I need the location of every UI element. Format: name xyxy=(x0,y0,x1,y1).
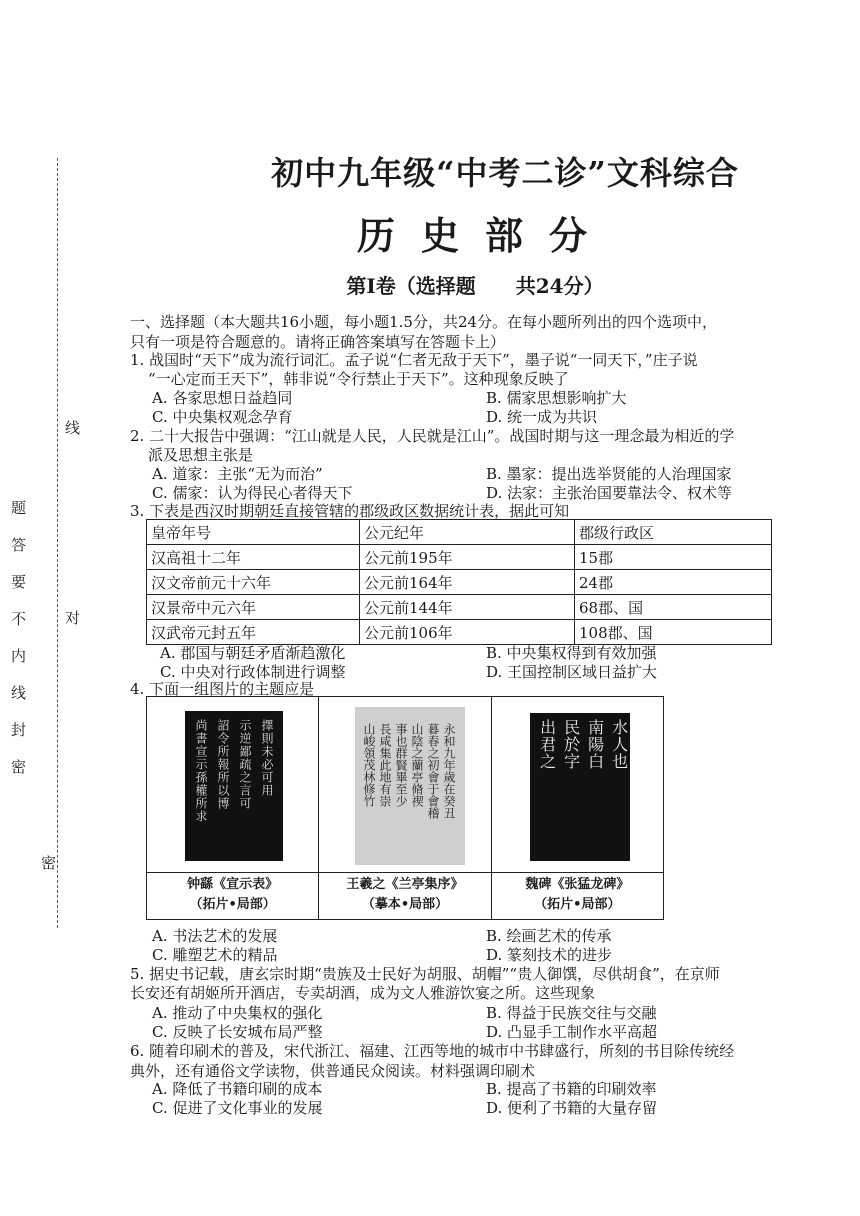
gallery-item-wangxizhi xyxy=(319,697,491,919)
svg-text:長咸集此地有崇: 長咸集此地有崇 xyxy=(378,723,393,807)
svg-text:山陰之蘭亭脩禊: 山陰之蘭亭脩禊 xyxy=(410,723,425,807)
svg-text:山峻領茂林修竹: 山峻領茂林修竹 xyxy=(362,723,377,807)
table-cell: 15郡 xyxy=(575,545,772,570)
gallery-item-zhangmenglong xyxy=(492,697,663,919)
binding-dui-label: 对 xyxy=(63,610,81,647)
q4-option-d[interactable]: D. 篆刻技术的进步 xyxy=(486,946,613,964)
q1-option-d[interactable]: D. 统一成为共识 xyxy=(486,408,598,426)
svg-text:暮春之初會于會稽: 暮春之初會于會稽 xyxy=(426,723,441,819)
q2-stem-2: 派及思想主张是 xyxy=(148,446,254,464)
table-cell: 公元前195年 xyxy=(360,545,575,570)
instructions-line-1: 一、选择题（本大题共16小题，每小题1.5分，共24分。在每小题所列出的四个选项中， xyxy=(130,313,718,331)
subject-title: 历史部分 xyxy=(356,213,613,258)
gallery-caption: 王羲之《兰亭集序》 （摹本•局部） xyxy=(346,877,464,912)
q6-option-d[interactable]: D. 便利了书籍的大量存留 xyxy=(486,1099,658,1117)
q5-option-b[interactable]: B. 得益于民族交往与交融 xyxy=(486,1004,657,1022)
table-cell: 24郡 xyxy=(575,570,772,595)
q3-option-a[interactable]: A. 郡国与朝廷矛盾渐趋激化 xyxy=(160,644,346,662)
q5-option-c[interactable]: C. 反映了长安城布局严整 xyxy=(152,1023,323,1041)
binding-xian-label: 线 xyxy=(63,420,81,457)
calligraphy-gallery xyxy=(146,696,664,920)
q6-option-a[interactable]: A. 降低了书籍印刷的成本 xyxy=(152,1080,323,1098)
q4-option-a[interactable]: A. 书法艺术的发展 xyxy=(152,927,278,945)
table-cell: 公元前106年 xyxy=(360,620,575,645)
q4-stem: 4. 下面一组图片的主题应是 xyxy=(130,680,315,698)
header-cell: 郡级行政区 xyxy=(575,520,772,545)
table-row xyxy=(147,570,772,595)
svg-text:永和九年歲在癸丑: 永和九年歲在癸丑 xyxy=(442,723,457,819)
instructions-line-2: 只有一项是符合题意的。请将正确答案填写在答题卡上） xyxy=(130,333,506,351)
table-header-row xyxy=(147,520,772,545)
q1-option-c[interactable]: C. 中央集权观念孕育 xyxy=(152,408,293,426)
q5-option-a[interactable]: A. 推动了中央集权的强化 xyxy=(152,1004,323,1022)
q3-stem: 3. 下表是西汉时期朝廷直接管辖的郡级政区数据统计表，据此可知 xyxy=(130,502,570,520)
table-cell: 公元前164年 xyxy=(360,570,575,595)
table-cell: 68郡、国 xyxy=(575,595,772,620)
q1-stem-2: “一心定而王天下”，韩非说“令行禁止于天下”。这种现象反映了 xyxy=(148,370,569,388)
q5-stem-1: 5. 据史书记载，唐玄宗时期“贵族及士民好为胡服、胡帽”“贵人御馔，尽供胡食”，在京师 xyxy=(130,965,720,983)
header-cell: 皇帝年号 xyxy=(147,520,360,545)
q2-option-b[interactable]: B. 墨家：提出选举贤能的人治理国家 xyxy=(486,465,732,483)
header-cell: 公元纪年 xyxy=(360,520,575,545)
q3-option-b[interactable]: B. 中央集权得到有效加强 xyxy=(486,644,657,662)
q3-option-d[interactable]: D. 王国控制区域日益扩大 xyxy=(486,663,658,681)
q6-stem-1: 6. 随着印刷术的普及，宋代浙江、福建、江西等地的城市中书肆盛行，所刻的书目除传统经 xyxy=(130,1042,735,1060)
q1-option-b[interactable]: B. 儒家思想影响扩大 xyxy=(486,389,627,407)
gallery-caption: 魏碑《张猛龙碑》 （拓片•局部） xyxy=(525,877,630,912)
table-cell: 汉文帝前元十六年 xyxy=(147,570,360,595)
table-cell: 108郡、国 xyxy=(575,620,772,645)
q4-option-c[interactable]: C. 雕塑艺术的精品 xyxy=(152,946,278,964)
exam-title: 初中九年级“中考二诊”文科综合 xyxy=(271,154,739,192)
q2-option-d[interactable]: D. 法家：主张治国要靠法令、权术等 xyxy=(486,484,733,502)
table-cell: 公元前144年 xyxy=(360,595,575,620)
q2-stem-1: 2. 二十大报告中强调：“江山就是人民，人民就是江山”。战国时期与这一理念最为相近的学 xyxy=(130,427,735,445)
q1-stem-1: 1. 战国时“天下”成为流行词汇。孟子说“仁者无敌于天下”，墨子说“一同天下，”庄子说 xyxy=(130,351,698,369)
gallery-caption: 钟繇《宣示表》 （拓片•局部） xyxy=(187,877,279,912)
zhangmenglong-rubbing-image: 出君之 民於字 南陽白 水人也 xyxy=(492,697,663,873)
svg-text:事也群賢畢至少: 事也群賢畢至少 xyxy=(394,723,409,807)
table-row xyxy=(147,620,772,645)
q3-data-table xyxy=(146,519,772,645)
q1-option-a[interactable]: A. 各家思想日益趋同 xyxy=(152,389,293,407)
wangxizhi-manuscript-image xyxy=(319,697,490,873)
table-cell: 汉高祖十二年 xyxy=(147,545,360,570)
q5-stem-2: 长安还有胡姬所开酒店，专卖胡酒，成为文人雅游饮宴之所。这些现象 xyxy=(130,984,596,1002)
q6-stem-2: 典外，还有通俗文学读物，供普通民众阅读。材料强调印刷术 xyxy=(130,1062,536,1080)
manuscript-scroll xyxy=(319,697,491,872)
q6-option-b[interactable]: B. 提高了书籍的印刷效率 xyxy=(486,1080,657,1098)
section-title: 第Ⅰ卷（选择题 共24分） xyxy=(346,274,604,298)
binding-mi-label: 密 xyxy=(39,855,57,892)
q6-option-c[interactable]: C. 促进了文化事业的发展 xyxy=(152,1099,323,1117)
table-row xyxy=(147,595,772,620)
q4-option-b[interactable]: B. 绘画艺术的传承 xyxy=(486,927,612,945)
table-cell: 汉武帝元封五年 xyxy=(147,620,360,645)
table-row xyxy=(147,545,772,570)
q2-option-c[interactable]: C. 儒家：认为得民心者得天下 xyxy=(152,484,353,502)
q3-option-c[interactable]: C. 中央对行政体制进行调整 xyxy=(160,663,346,681)
zhongyao-rubbing-image: 尚書宣示孫權所求 詔令所報所以博 示逆鄙疏之言可 擇則未必可用 xyxy=(147,697,318,873)
gallery-item-zhongyao xyxy=(147,697,319,919)
q5-option-d[interactable]: D. 凸显手工制作水平高超 xyxy=(486,1023,658,1041)
table-cell: 汉景帝中元六年 xyxy=(147,595,360,620)
binding-warning-text: 题答要不内线封密 xyxy=(9,500,27,796)
q2-option-a[interactable]: A. 道家：主张“无为而治” xyxy=(152,465,323,483)
